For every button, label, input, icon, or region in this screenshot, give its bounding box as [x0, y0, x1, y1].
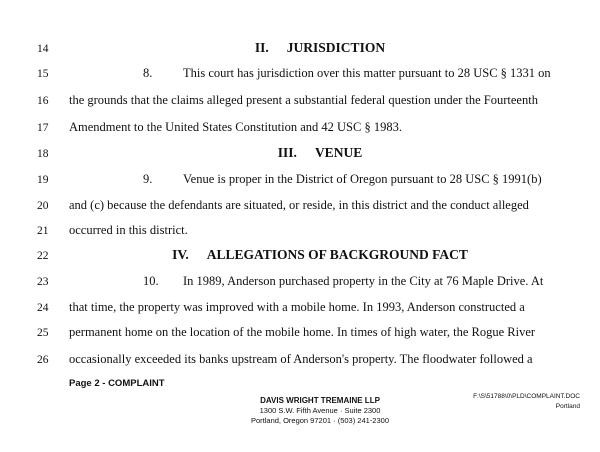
section-heading-venue [60, 145, 580, 161]
line-number-22: 22 [37, 250, 49, 262]
firm-name: DAVIS WRIGHT TREMAINE LLP [260, 396, 380, 405]
line-number-23: 23 [37, 276, 49, 288]
paragraph-number: 9. [143, 172, 153, 186]
line-number-16: 16 [37, 95, 49, 107]
paragraph-text: In 1989, Anderson purchased property in the City at 76 Maple Drive. At [183, 274, 544, 288]
page-label: Page 2 - COMPLAINT [69, 378, 165, 389]
section-number: IV. [172, 247, 189, 262]
line-number-21: 21 [37, 225, 49, 237]
paragraph-10-line-4: occasionally exceeded its banks upstream of Anderson's property. The floodwater followed a [69, 352, 533, 366]
line-number-26: 26 [37, 354, 49, 366]
paragraph-text: This court has jurisdiction over this matter pursuant to 28 USC § 1331 on [183, 66, 551, 80]
section-title: JURISDICTION [286, 40, 386, 55]
paragraph-number: 8. [143, 66, 153, 80]
line-number-19: 19 [37, 174, 49, 186]
section-heading-background-fact [60, 247, 580, 263]
document-reference [455, 392, 580, 412]
paragraph-8-first-line [143, 66, 600, 81]
document-office: Portland [555, 403, 580, 410]
paragraph-9-line-3: occurred in this district. [69, 223, 188, 237]
section-title: ALLEGATIONS OF BACKGROUND FACT [206, 247, 468, 262]
paragraph-number: 10. [143, 274, 159, 288]
firm-address-line-2: Portland, Oregon 97201 · (503) 241-2300 [250, 416, 389, 425]
section-title: VENUE [314, 145, 363, 160]
document-path: F:\S\51788\0\PLD\COMPLAINT.DOC [473, 393, 580, 400]
line-number-25: 25 [37, 327, 49, 339]
line-number-17: 17 [37, 122, 49, 134]
line-number-15: 15 [37, 68, 49, 80]
paragraph-8-line-2: the grounds that the claims alleged present a substantial federal question under the Fourteenth [69, 93, 538, 107]
section-number: II. [254, 40, 269, 55]
line-number-18: 18 [37, 148, 49, 160]
line-number-24: 24 [37, 302, 49, 314]
paragraph-10-first-line [143, 274, 600, 289]
line-number-14: 14 [37, 43, 49, 55]
paragraph-9-line-2: and (c) because the defendants are situated, or reside, in this district and the conduct alleged [69, 198, 529, 212]
firm-address-line-1: 1300 S.W. Fifth Avenue · Suite 2300 [259, 406, 381, 415]
line-number-20: 20 [37, 200, 49, 212]
paragraph-8-line-3: Amendment to the United States Constitution and 42 USC § 1983. [69, 120, 402, 134]
paragraph-text: Venue is proper in the District of Oregon pursuant to 28 USC § 1991(b) [183, 172, 542, 186]
section-number: III. [277, 145, 297, 160]
paragraph-9-first-line [143, 172, 600, 187]
paragraph-10-line-3: permanent home on the location of the mobile home. In times of high water, the Rogue River [69, 325, 536, 339]
paragraph-10-line-2: that time, the property was improved with a mobile home. In 1993, Anderson constructed a [69, 300, 525, 314]
firm-info [230, 396, 410, 426]
section-heading-jurisdiction [60, 40, 580, 56]
